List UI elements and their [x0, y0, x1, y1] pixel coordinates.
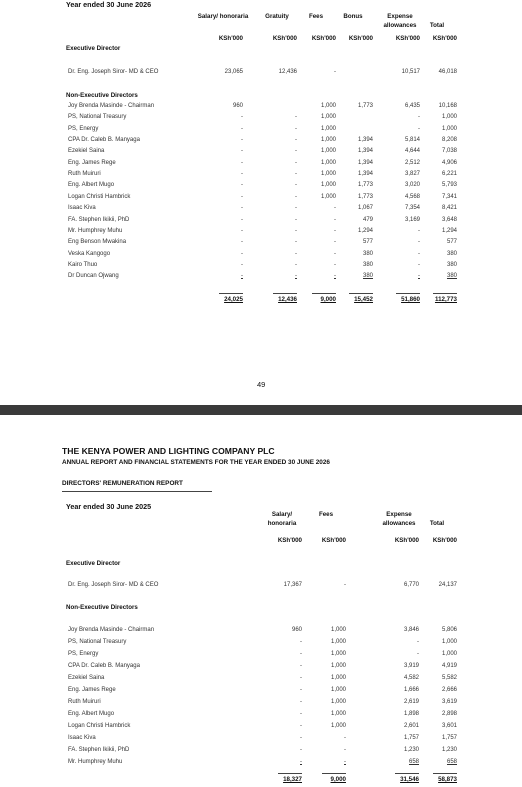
table-cell: -	[334, 69, 336, 75]
table-cell: 3,601	[441, 723, 457, 729]
report-subtitle: ANNUAL REPORT AND FINANCIAL STATEMENTS FOR THE YEAR ENDED 30 JUNE 2026	[62, 459, 330, 466]
director-name: Ruth Muiruri	[68, 171, 101, 178]
table-cell: 1,773	[357, 182, 373, 189]
table-cell: 3,619	[441, 699, 457, 705]
table-cell: -	[241, 171, 243, 178]
table-cell: -	[334, 216, 336, 223]
table-cell: -	[334, 261, 336, 268]
table-cell: 3,827	[404, 171, 420, 178]
table-cell: 658	[408, 759, 419, 765]
table-cell: 1,000	[330, 699, 346, 705]
director-name: Logan Christi Hambrick	[68, 723, 131, 729]
table-cell: -	[241, 250, 243, 257]
director-name: Dr. Eng. Joseph Siror- MD & CEO	[68, 69, 159, 75]
table-cell: 5,793	[441, 182, 457, 189]
table-cell: -	[417, 651, 419, 657]
column-unit: KSh'000	[348, 35, 373, 42]
table-cell: 5,814	[404, 137, 420, 144]
table-cell: 1,394	[357, 148, 373, 155]
table-cell: -	[300, 723, 302, 729]
total-rule	[322, 773, 346, 774]
director-name: PS, Energy	[68, 651, 99, 657]
director-name: Ezekiel Saina	[68, 675, 105, 681]
table-cell: 1,230	[403, 747, 419, 753]
table-cell: -	[418, 239, 420, 246]
table-cell: 5,582	[441, 675, 457, 681]
table-cell: 1,000	[330, 639, 346, 645]
table-cell: 1,067	[357, 205, 373, 212]
table-cell: 658	[446, 759, 457, 765]
table-cell: -	[300, 639, 302, 645]
table-cell: -	[334, 273, 336, 280]
table-cell: -	[295, 250, 297, 257]
table-cell: 1,000	[441, 639, 457, 645]
table-cell: 10,168	[438, 103, 457, 109]
table-cell: 6,221	[441, 171, 457, 178]
table-cell: -	[300, 759, 302, 765]
table-cell: 960	[291, 627, 302, 633]
table-cell: 3,919	[403, 663, 419, 669]
table-cell: 23,065	[224, 69, 243, 75]
director-name: Mr. Humphrey Muhu	[68, 227, 123, 234]
table-cell: 380	[362, 273, 373, 280]
column-header: allowances	[382, 520, 416, 527]
director-name: Logan Christi Hambrick	[68, 193, 131, 200]
table-cell: 1,773	[357, 193, 373, 200]
table-cell: -	[241, 182, 243, 189]
director-name: Mr. Humphrey Muhu	[68, 759, 123, 765]
table-cell: 380	[446, 250, 457, 257]
director-name: Ruth Muiruri	[68, 699, 101, 705]
director-name: Joy Brenda Masinde - Chairman	[68, 103, 155, 109]
table-cell: -	[344, 759, 346, 765]
table-cell: 17,367	[283, 582, 302, 588]
table-cell: -	[295, 216, 297, 223]
table-cell: -	[241, 205, 243, 212]
year-label-2026: Year ended 30 June 2026	[66, 0, 152, 9]
section-executive-director-2025: Executive Director	[66, 560, 121, 567]
table-cell: 6,435	[404, 103, 420, 109]
table-cell: -	[295, 205, 297, 212]
table-cell: 1,666	[403, 687, 419, 693]
section-non-executive-directors-2025: Non-Executive Directors	[66, 604, 138, 611]
table-cell: -	[295, 137, 297, 144]
table-cell: -	[300, 699, 302, 705]
table-cell: 5,806	[441, 627, 457, 633]
column-header: Bonus	[343, 13, 363, 20]
table-cell: -	[295, 239, 297, 246]
page-separator	[0, 405, 522, 415]
column-header: allowances	[383, 22, 417, 29]
table-cell: -	[241, 114, 243, 121]
table-cell: 380	[446, 273, 457, 280]
report-title: DIRECTORS' REMUNERATION REPORT	[62, 480, 183, 487]
director-name: Isaac Kiva	[68, 205, 96, 212]
table-cell: -	[417, 639, 419, 645]
table-cell: 1,000	[330, 627, 346, 633]
table-cell: -	[295, 171, 297, 178]
table-cell: 1,000	[330, 651, 346, 657]
table-cell: 1,000	[320, 103, 336, 109]
table-cell: -	[241, 273, 243, 280]
total-rule	[433, 293, 457, 294]
total-rule	[312, 293, 336, 294]
table-cell: 1,000	[330, 687, 346, 693]
column-header: Salary/ honoraria	[197, 13, 249, 20]
director-name: Eng. James Rege	[68, 687, 116, 693]
director-name: Kairo Thuo	[68, 261, 98, 268]
column-header: Total	[429, 520, 445, 527]
table-cell: 7,341	[441, 193, 457, 200]
table-cell: -	[295, 125, 297, 132]
table-cell: -	[295, 227, 297, 234]
total-rule	[273, 293, 297, 294]
table-cell: 6,770	[403, 582, 419, 588]
total-cell: 15,452	[354, 296, 373, 303]
table-cell: 1,000	[320, 159, 336, 166]
total-cell: 9,000	[330, 776, 346, 783]
table-cell: -	[241, 137, 243, 144]
report-page-2	[0, 415, 522, 787]
director-name: PS, National Treasury	[68, 639, 127, 645]
director-name: Dr. Eng. Joseph Siror- MD & CEO	[68, 582, 159, 588]
table-cell: 4,644	[404, 148, 420, 155]
table-cell: 1,000	[330, 723, 346, 729]
table-cell: 1,000	[320, 137, 336, 144]
table-cell: 1,000	[320, 114, 336, 121]
table-cell: -	[241, 216, 243, 223]
director-name: Eng. Albert Mugo	[68, 711, 115, 717]
table-cell: 1,757	[403, 735, 419, 741]
table-cell: -	[295, 193, 297, 200]
total-cell: 112,773	[434, 296, 457, 303]
table-cell: -	[295, 261, 297, 268]
total-cell: 12,436	[278, 296, 297, 303]
table-cell: -	[295, 182, 297, 189]
table-cell: 12,436	[278, 69, 297, 75]
column-header: Salary/	[271, 511, 293, 518]
table-cell: -	[344, 582, 346, 588]
column-header: Fees	[318, 511, 334, 518]
table-cell: 3,648	[441, 216, 457, 223]
table-cell: 2,601	[403, 723, 419, 729]
column-unit: KSh'000	[394, 537, 419, 544]
table-cell: -	[418, 273, 420, 280]
total-rule	[395, 773, 419, 774]
director-name: Isaac Kiva	[68, 735, 96, 741]
table-cell: 1,757	[441, 735, 457, 741]
table-cell: 960	[232, 103, 243, 109]
table-cell: 380	[362, 261, 373, 268]
table-cell: 4,568	[404, 193, 420, 200]
column-header: Total	[429, 22, 445, 29]
director-name: Dr Duncan Ojwang	[68, 273, 119, 280]
table-cell: 1,394	[357, 159, 373, 166]
column-unit: KSh'000	[272, 35, 297, 42]
table-cell: -	[418, 227, 420, 234]
table-cell: 1,230	[441, 747, 457, 753]
table-cell: 1,394	[357, 171, 373, 178]
table-cell: -	[300, 747, 302, 753]
table-cell: 4,906	[441, 159, 457, 166]
table-cell: -	[241, 159, 243, 166]
table-cell: -	[295, 159, 297, 166]
table-cell: -	[295, 273, 297, 280]
table-cell: -	[418, 114, 420, 121]
table-cell: 1,773	[357, 103, 373, 109]
table-cell: 8,208	[441, 137, 457, 144]
table-cell: 1,000	[330, 711, 346, 717]
table-cell: 3,846	[403, 627, 419, 633]
director-name: Ezekiel Saina	[68, 148, 105, 155]
column-unit: KSh'000	[432, 537, 457, 544]
section-executive-director: Executive Director	[66, 45, 121, 52]
table-cell: 4,919	[441, 663, 457, 669]
total-cell: 58,873	[438, 776, 457, 783]
table-cell: -	[241, 227, 243, 234]
total-cell: 51,860	[401, 296, 420, 303]
table-cell: -	[344, 735, 346, 741]
table-cell: -	[300, 687, 302, 693]
table-cell: -	[295, 114, 297, 121]
table-cell: 577	[446, 239, 457, 246]
table-cell: 2,512	[404, 159, 420, 166]
table-cell: -	[334, 227, 336, 234]
table-cell: 3,020	[404, 182, 420, 189]
table-cell: 1,000	[320, 182, 336, 189]
table-cell: 7,038	[441, 148, 457, 155]
director-name: CPA Dr. Caleb B. Manyaga	[68, 663, 140, 669]
table-cell: 10,517	[401, 69, 420, 75]
table-cell: -	[300, 675, 302, 681]
total-rule	[219, 293, 243, 294]
table-cell: 24,137	[438, 582, 457, 588]
column-header: honoraria	[267, 520, 297, 527]
total-cell: 18,327	[283, 776, 302, 783]
director-name: Eng. Albert Mugo	[68, 182, 115, 189]
table-cell: -	[300, 651, 302, 657]
table-cell: 4,582	[403, 675, 419, 681]
total-cell: 9,000	[320, 296, 336, 303]
table-cell: 2,666	[441, 687, 457, 693]
total-rule	[349, 293, 373, 294]
director-name: FA. Stephen Ikikii, PhD	[68, 216, 130, 223]
table-cell: 479	[362, 216, 373, 223]
column-unit: KSh'000	[277, 537, 302, 544]
page-number: 49	[257, 380, 266, 389]
column-header: Gratuity	[265, 13, 289, 20]
column-unit: KSh'000	[432, 35, 457, 42]
table-cell: 7,354	[404, 205, 420, 212]
total-cell: 24,025	[224, 296, 243, 303]
table-cell: -	[300, 735, 302, 741]
table-cell: 1,000	[441, 114, 457, 121]
director-name: PS, Energy	[68, 125, 99, 132]
company-name: THE KENYA POWER AND LIGHTING COMPANY PLC	[62, 446, 275, 456]
title-underline	[62, 491, 212, 492]
director-name: Eng Benson Mwakina	[68, 239, 127, 246]
table-cell: 1,294	[441, 227, 457, 234]
column-unit: KSh'000	[321, 537, 346, 544]
table-cell: -	[300, 711, 302, 717]
table-cell: 1,000	[320, 125, 336, 132]
column-header: Fees	[308, 13, 324, 20]
column-unit: KSh'000	[311, 35, 336, 42]
table-cell: -	[334, 239, 336, 246]
table-cell: -	[344, 747, 346, 753]
table-cell: 1,898	[403, 711, 419, 717]
table-cell: -	[300, 663, 302, 669]
table-cell: -	[241, 239, 243, 246]
column-unit: KSh'000	[395, 35, 420, 42]
table-cell: 3,169	[404, 216, 420, 223]
table-cell: 1,000	[330, 675, 346, 681]
year-label-2025: Year ended 30 June 2025	[66, 502, 152, 511]
table-cell: 2,619	[403, 699, 419, 705]
column-header: Expense	[386, 511, 412, 518]
director-name: Eng. James Rege	[68, 159, 116, 166]
column-header: Expense	[387, 13, 413, 20]
table-cell: -	[241, 148, 243, 155]
table-cell: -	[334, 250, 336, 257]
table-cell: -	[418, 250, 420, 257]
total-rule	[396, 293, 420, 294]
total-cell: 31,546	[400, 776, 419, 783]
table-cell: -	[241, 261, 243, 268]
table-cell: 46,018	[438, 69, 457, 75]
director-name: FA. Stephen Ikikii, PhD	[68, 747, 130, 753]
total-rule	[278, 773, 302, 774]
table-cell: 1,000	[441, 125, 457, 132]
table-cell: 380	[446, 261, 457, 268]
table-cell: -	[418, 125, 420, 132]
director-name: Veska Kangogo	[68, 250, 111, 257]
table-cell: 380	[362, 250, 373, 257]
table-cell: 1,294	[357, 227, 373, 234]
director-name: CPA Dr. Caleb B. Manyaga	[68, 137, 140, 144]
table-cell: 1,000	[320, 193, 336, 200]
table-cell: 1,394	[357, 137, 373, 144]
section-non-executive-directors: Non-Executive Directors	[66, 92, 138, 99]
column-unit: KSh'000	[218, 35, 243, 42]
director-name: PS, National Treasury	[68, 114, 127, 121]
table-cell: -	[418, 261, 420, 268]
table-cell: 1,000	[330, 663, 346, 669]
table-cell: 1,000	[320, 148, 336, 155]
table-cell: 577	[362, 239, 373, 246]
table-cell: -	[241, 193, 243, 200]
table-cell: -	[295, 148, 297, 155]
table-cell: 1,000	[441, 651, 457, 657]
director-name: Joy Brenda Masinde - Chairman	[68, 627, 155, 633]
total-rule	[433, 773, 457, 774]
table-cell: -	[241, 125, 243, 132]
table-cell: -	[334, 205, 336, 212]
table-cell: 2,898	[441, 711, 457, 717]
table-cell: 8,421	[441, 205, 457, 212]
table-cell: 1,000	[320, 171, 336, 178]
